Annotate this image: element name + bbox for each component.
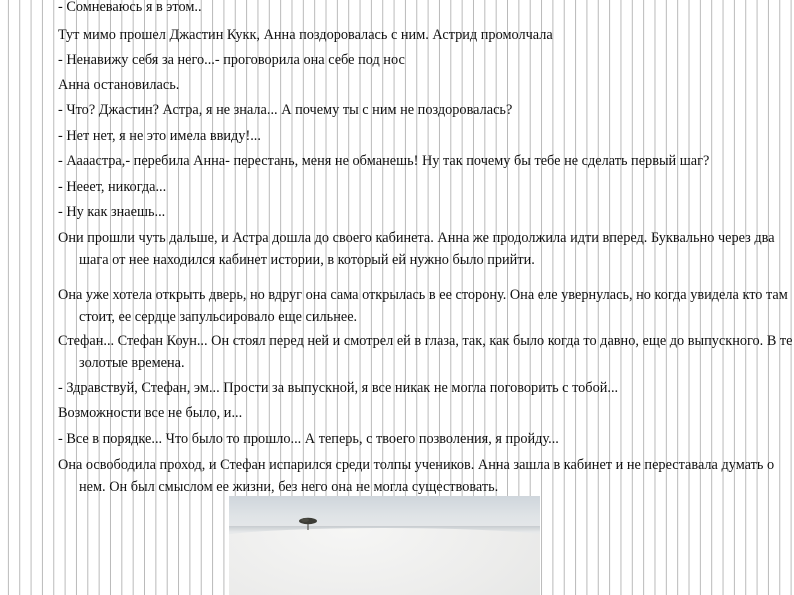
text-line: - Сомневаюсь я в этом.. (58, 0, 202, 15)
text-line: - Нееет, никогда... (58, 179, 167, 195)
text-paragraph: Она уже хотела открыть дверь, но вдруг она сама открылась в ее сторону. Она еле увернулась, но когда увидела кто там стоит, ее сердце запульсировало еще сильнее. (58, 287, 788, 325)
text-paragraph: Она освободила проход, и Стефан испарился среди толпы учеников. Анна зашла в кабинет и не переставала думать о нем. Он был смыслом ее жизни, без него она не могла существовать. (58, 457, 775, 495)
text-line: - Ненавижу себя за него...- проговорила она себе под нос (58, 52, 405, 68)
text-line: - Все в порядке... Что было то прошло... А теперь, с твоего позволения, я пройду... (58, 431, 559, 447)
text-line: - Нет нет, я не это имела ввиду!... (58, 128, 261, 144)
text-paragraph: Стефан... Стефан Коун... Он стоял перед ней и смотрел ей в глаза, так, как было когда то давно, еще до выпускного. В те золотые времена. (58, 333, 793, 371)
text-line: Тут мимо прошел Джастин Кукк, Анна поздоровалась с ним. Астрид промолчала (58, 27, 553, 43)
text-line: Анна остановилась. (58, 77, 180, 93)
text-line: - Здравствуй, Стефан, эм... Прости за выпускной, я все никак не могла поговорить с тобой... (58, 380, 619, 396)
text-line: - Ну как знаешь... (58, 204, 166, 220)
text-line: - Аааастра,- перебила Анна- перестань, меня не обманешь! Ну так почему бы тебе не сделать первый шаг? (58, 153, 710, 169)
text-line: Возможности все не было, и... (58, 405, 243, 421)
snowy-field-photo (229, 496, 540, 595)
text-paragraph: Они прошли чуть дальше, и Астра дошла до своего кабинета. Анна же продолжила идти вперед. Буквально через два шага от нее находился кабинет истории, в который ей нужно было прийти. (58, 230, 775, 268)
lone-tree-icon (229, 496, 540, 595)
text-line: - Что? Джастин? Астра, я не знала... А почему ты с ним не поздоровалась? (58, 102, 513, 118)
